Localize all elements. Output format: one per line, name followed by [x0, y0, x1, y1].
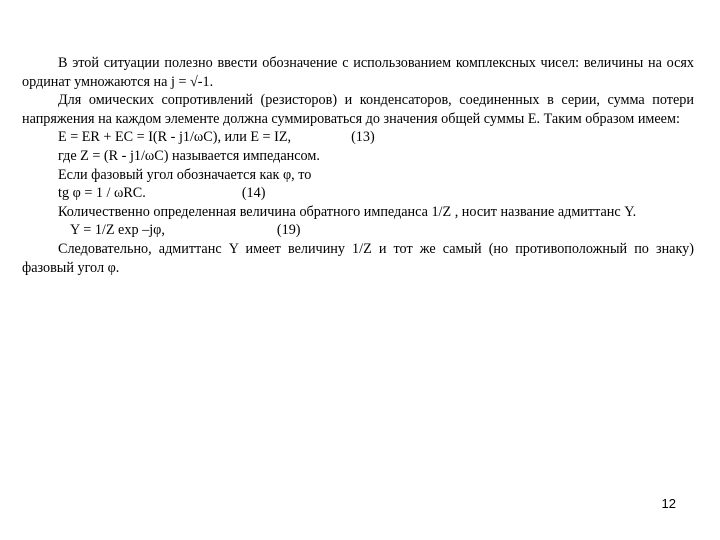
- formula-13-row: [22, 128, 694, 147]
- page-number: 12: [661, 496, 676, 511]
- phase-angle-definition: Если фазовый угол обозначается как φ, то: [58, 166, 312, 183]
- formula-19: Y = 1/Z exp –jφ,: [70, 222, 165, 239]
- equation-number-14: (14): [241, 185, 266, 202]
- formula-14-row: [22, 184, 694, 203]
- document-body: [22, 54, 694, 277]
- paragraph-complex-numbers: В этой ситуации полезно ввести обозначение с использованием комплексных чисел: величины на осях ординат умножаются на j = √-1.: [22, 55, 694, 90]
- equation-number-19: (19): [276, 222, 301, 239]
- paragraph-series-voltage: Для омических сопротивлений (резисторов) и конденсаторов, соединенных в серии, сумма потери напряжения на каждом элементе должна суммироваться до значения общей суммы E. Таким образом имеем:: [22, 92, 694, 127]
- formula-19-row: [22, 221, 694, 240]
- formula-13: E = ER + EC = I(R - j1/ωC), или E = IZ,: [58, 129, 292, 146]
- paragraph-admittance: Количественно определенная величина обратного импеданса 1/Z , носит название адмиттанс Y.: [58, 203, 637, 220]
- formula-14: tg φ = 1 / ωRC.: [58, 185, 146, 202]
- impedance-definition: где Z = (R - j1/ωC) называется импедансом.: [58, 147, 320, 164]
- paragraph-conclusion: Следовательно, адмиттанс Y имеет величину 1/Z и тот же самый (но противоположный по знаку) фазовый угол φ.: [22, 240, 694, 276]
- equation-number-13: (13): [351, 129, 375, 146]
